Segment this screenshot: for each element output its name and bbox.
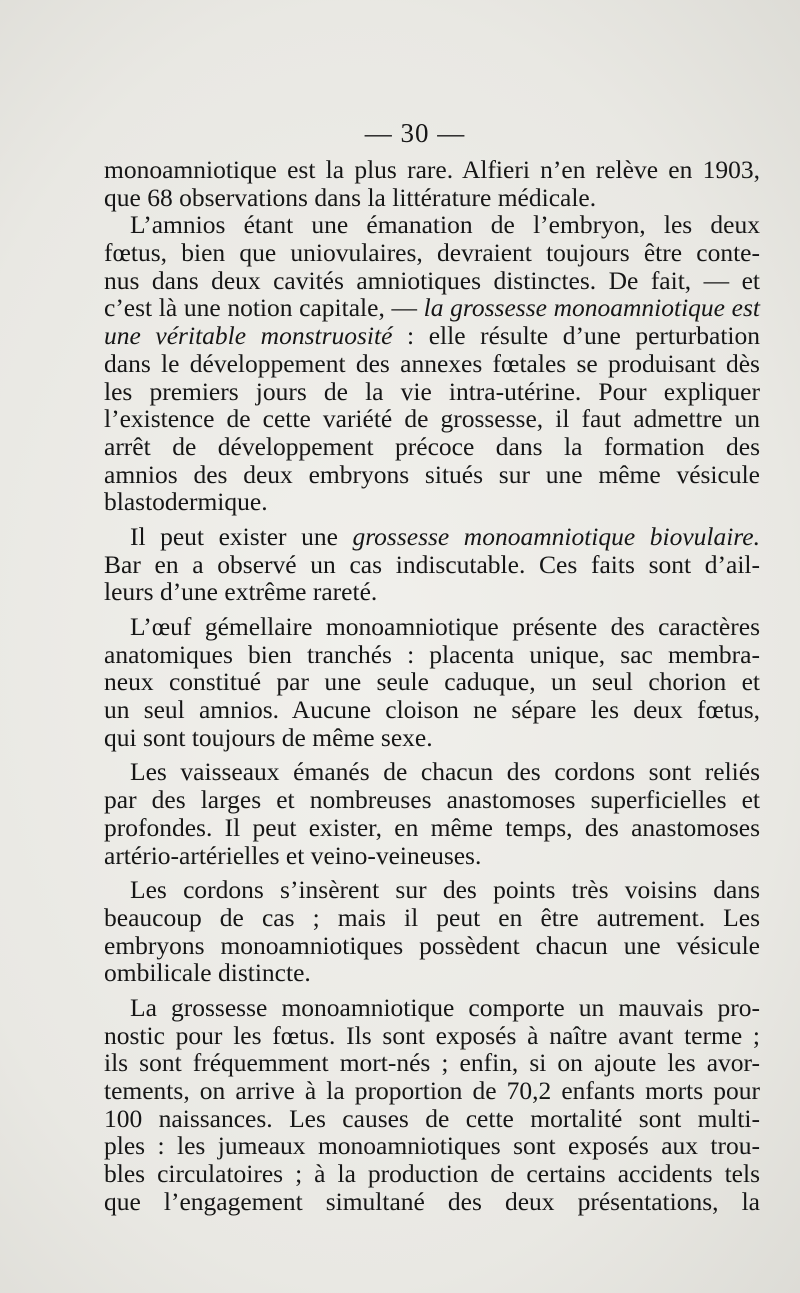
text-line: neux constitué par une seule caduque, un seul chorion et: [104, 667, 760, 697]
text-line: [104, 294, 760, 322]
text-line: 100 naissances. Les causes de cette mortalité sont multi-: [104, 1103, 760, 1133]
text-line: dans le développement des annexes fœtales se produisant dès: [104, 348, 760, 378]
text-line: profondes. Il peut exister, en même temps, des anastomoses: [104, 812, 760, 842]
italic-emphasis: la grossesse monoamniotique est: [423, 293, 760, 323]
text-line: Les vaisseaux émanés de chacun des cordons sont reliés: [130, 757, 760, 787]
text-line: monoamniotique est la plus rare. Alfieri n’en relève en 1903,: [104, 155, 760, 184]
paragraph: [104, 523, 760, 606]
text-line: que 68 observations dans la littérature médicale.: [104, 182, 597, 212]
text-line: l’existence de cette variété de grossesse, il faut admettre un: [104, 404, 760, 434]
text-line: [104, 322, 760, 350]
text-line: tements, on arrive à la proportion de 70,2 enfants morts pour: [104, 1076, 760, 1105]
text-line: beaucoup de cas ; mais il peut en être autrement. Les: [104, 902, 760, 932]
text-line: embryons monoamniotiques possèdent chacun une vésicule: [104, 930, 760, 960]
paragraph: [104, 876, 760, 987]
paragraph: [104, 156, 760, 211]
text-line: [104, 523, 760, 551]
text-line: amnios des deux embryons situés sur une même vésicule: [104, 459, 760, 489]
text-line: les premiers jours de la vie intra-utérine. Pour expliquer: [104, 376, 760, 406]
text-line: anatomiques bien tranchés : placenta unique, sac membra-: [104, 639, 760, 669]
italic-emphasis: grossesse monoamniotique biovulaire.: [352, 521, 760, 551]
text-line: bles circulatoires ; à la production de certains accidents tels: [104, 1159, 760, 1189]
paragraph: [104, 758, 760, 869]
text-line: nus dans deux cavités amniotiques distinctes. De fait, — et: [104, 265, 760, 295]
text-line: arrêt de développement précoce dans la formation des: [104, 431, 760, 461]
text-line: qui sont toujours de même sexe.: [104, 722, 433, 752]
paragraph: [104, 211, 760, 516]
text-line: par des larges et nombreuses anastomoses superficielles et: [104, 785, 760, 815]
text-run: c’est là une notion capitale, —: [104, 293, 424, 323]
text-line: leurs d’une extrême rareté.: [104, 577, 378, 607]
text-line: que l’engagement simultané des deux présentations, la: [104, 1186, 760, 1216]
paragraph: [104, 994, 760, 1216]
italic-emphasis: une véritable monstruosité: [104, 321, 393, 351]
text-run: : elle résulte d’une perturbation: [392, 321, 760, 351]
text-line: La grossesse monoamniotique comporte un mauvais pro-: [130, 992, 760, 1022]
text-line: blastodermique.: [104, 487, 268, 517]
page-number: — 30 —: [364, 118, 466, 148]
paragraph: [104, 613, 760, 751]
text-line: L’œuf gémellaire monoamniotique présente des caractères: [130, 612, 760, 641]
text-line: L’amnios étant une émanation de l’embryon, les deux: [130, 210, 760, 240]
text-line: ples : les jumeaux monoamniotiques sont exposés aux trou-: [104, 1131, 760, 1161]
text-line: artério-artérielles et veino-veineuses.: [104, 840, 482, 870]
text-run: Il peut exister une: [130, 521, 353, 551]
text-line: Bar en a observé un cas indiscutable. Ces faits sont d’ail-: [104, 549, 760, 579]
text-line: Les cordons s’insèrent sur des points très voisins dans: [130, 875, 760, 905]
text-line: un seul amnios. Aucune cloison ne sépare les deux fœtus,: [104, 695, 760, 725]
text-line: nostic pour les fœtus. Ils sont exposés à naître avant terme ;: [104, 1020, 760, 1050]
text-line: ombilicale distincte.: [104, 958, 311, 988]
text-line: fœtus, bien que uniovulaires, devraient toujours être conte-: [104, 238, 760, 268]
text-line: ils sont fréquemment mort-nés ; enfin, si on ajoute les avor-: [104, 1048, 760, 1078]
body-text: [104, 156, 760, 1215]
